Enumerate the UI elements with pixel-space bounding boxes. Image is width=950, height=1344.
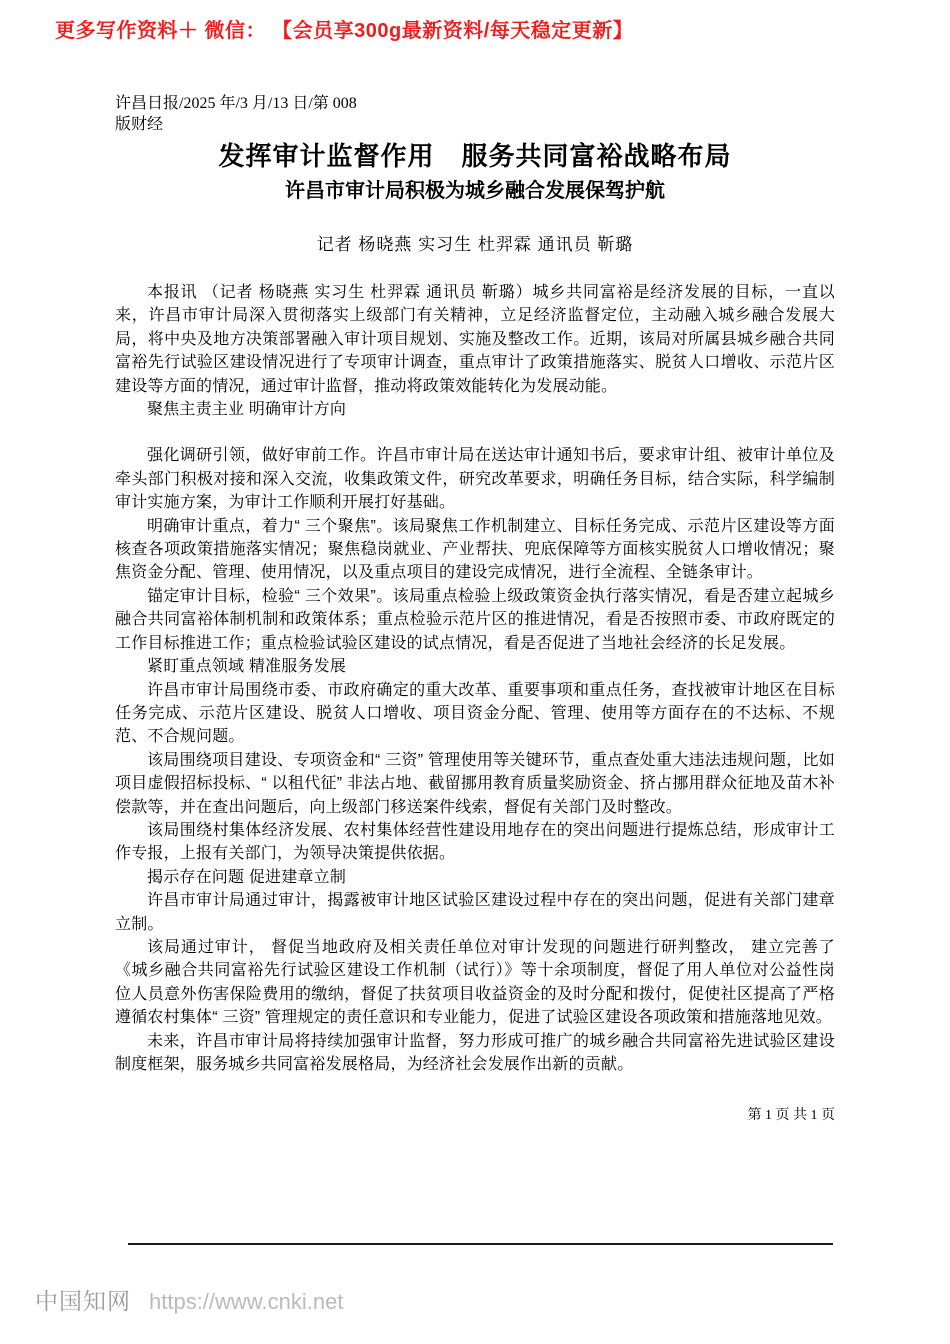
source-line-1: 许昌日报/2025 年/3 月/13 日/第 008 [115,95,357,112]
page-number-info: 第 1 页 共 1 页 [747,1108,835,1124]
paragraph: 强化调研引领，做好审前工作。许昌市审计局在送达审计通知书后，要求审计组、被审计单位及牵头部门积极对接和深入交流，收集政策文件，研究改革要求，明确任务目标，结合实际，科学编制审计实施方案，为审计工作顺利开展打好基础。 [115,447,835,512]
paragraph: 许昌市审计局围绕市委、市政府确定的重大改革、重要事项和重点任务，查找被审计地区在目标任务完成、示范片区建设、脱贫人口增收、项目资金分配、管理、使用等方面存在的不达标、不规范、不合规问题。 [115,681,835,746]
paragraph: 许昌市审计局通过审计，揭露被审计地区试验区建设过程中存在的突出问题，促进有关部门建章立制。 [115,892,835,933]
section-heading: 聚焦主责主业 明确审计方向 [147,401,347,419]
publication-source [115,93,357,135]
article-byline: 记者 杨晓燕 实习生 杜羿霖 通讯员 靳璐 [316,235,634,254]
article [115,140,835,1124]
cnki-url: https://www.cnki.net [149,1289,344,1314]
paragraph: 该局通过审计， 督促当地政府及相关责任单位对审计发现的问题进行研判整改， 建立完善了 《城乡融合共同富裕先行试验区建设工作机制（试行）》等十余项制度，督促了用人单位对公益性岗位人员意外伤害保险费用的缴纳，督促了扶贫项目收益资金的及时分配和拨付，促使社区提高了严格遵循农村集体“ 三资” 管理规定的责任意识和专业能力，促进了试验区建设各项政策和措施落地见效。 [115,938,835,1027]
paragraph: 该局围绕村集体经济发展、农村集体经营性建设用地存在的突出问题进行提炼总结，形成审计工作专报，上报有关部门，为领导决策提供依据。 [115,821,835,863]
section-heading: 揭示存在问题 促进建章立制 [147,868,347,886]
paragraph: 本报讯 （记者 杨晓燕 实习生 杜羿霖 通讯员 靳璐）城乡共同富裕是经济发展的目标，一直以来，许昌市审计局深入贯彻落实上级部门有关精神，立足经济监督定位，主动融入城乡融合发展大局，将中央及地方决策部署融入审计项目规划、实施及整改工作。近期，该局对所属县城乡融合共同富裕先行试验区建设情况进行了专项审计调查，重点审计了政策措施落实、脱贫人口增收、示范片区建设等方面的情况，通过审计监督，推动将政策效能转化为发展动能。 [115,284,835,395]
cnki-watermark [35,1283,343,1316]
source-line-2: 版财经 [115,116,164,133]
promo-banner: 更多写作资料＋ 微信： 【会员享300g最新资料/每天稳定更新】 [55,20,634,42]
paragraph: 锚定审计目标，检验“ 三个效果”。该局重点检验上级政策资金执行落实情况，看是否建立起城乡融合共同富裕体制机制和政策体系；重点检验示范片区的推进情况，看是否按照市委、市政府既定的工作目标推进工作；重点检验试验区建设的试点情况，看是否促进了当地社会经济的长足发展。 [115,587,835,652]
paragraph: 未来，许昌市审计局将持续加强审计监督，努力形成可推广的城乡融合共同富裕先进试验区建设制度框架，服务城乡共同富裕发展格局，为经济社会发展作出新的贡献。 [115,1032,835,1073]
article-title: 发挥审计监督作用 服务共同富裕战略布局 [218,141,732,171]
cnki-logo-text: 中国知网 [35,1288,131,1314]
paragraph: 该局围绕项目建设、专项资金和“ 三资” 管理使用等关键环节，重点查处重大违法违规问题，比如项目虚假招标投标、“ 以租代征” 非法占地、截留挪用教育质量奖励资金、挤占挪用群众征地及苗木补偿款等，并在查出问题后，向上级部门移送案件线索，督促有关部门及时整改。 [115,751,835,816]
footer-divider-line [128,1243,833,1245]
article-body [115,281,835,1076]
section-heading: 紧盯重点领域 精准服务发展 [147,658,347,676]
article-subtitle: 许昌市审计局积极为城乡融合发展保驾护航 [285,180,665,202]
paragraph: 明确审计重点，着力“ 三个聚焦”。该局聚焦工作机制建立、目标任务完成、示范片区建设等方面核查各项政策措施落实情况；聚焦稳岗就业、产业帮扶、兜底保障等方面核实脱贫人口增收情况；聚焦资金分配、管理、使用情况，以及重点项目的建设完成情况，进行全流程、全链条审计。 [115,517,835,582]
